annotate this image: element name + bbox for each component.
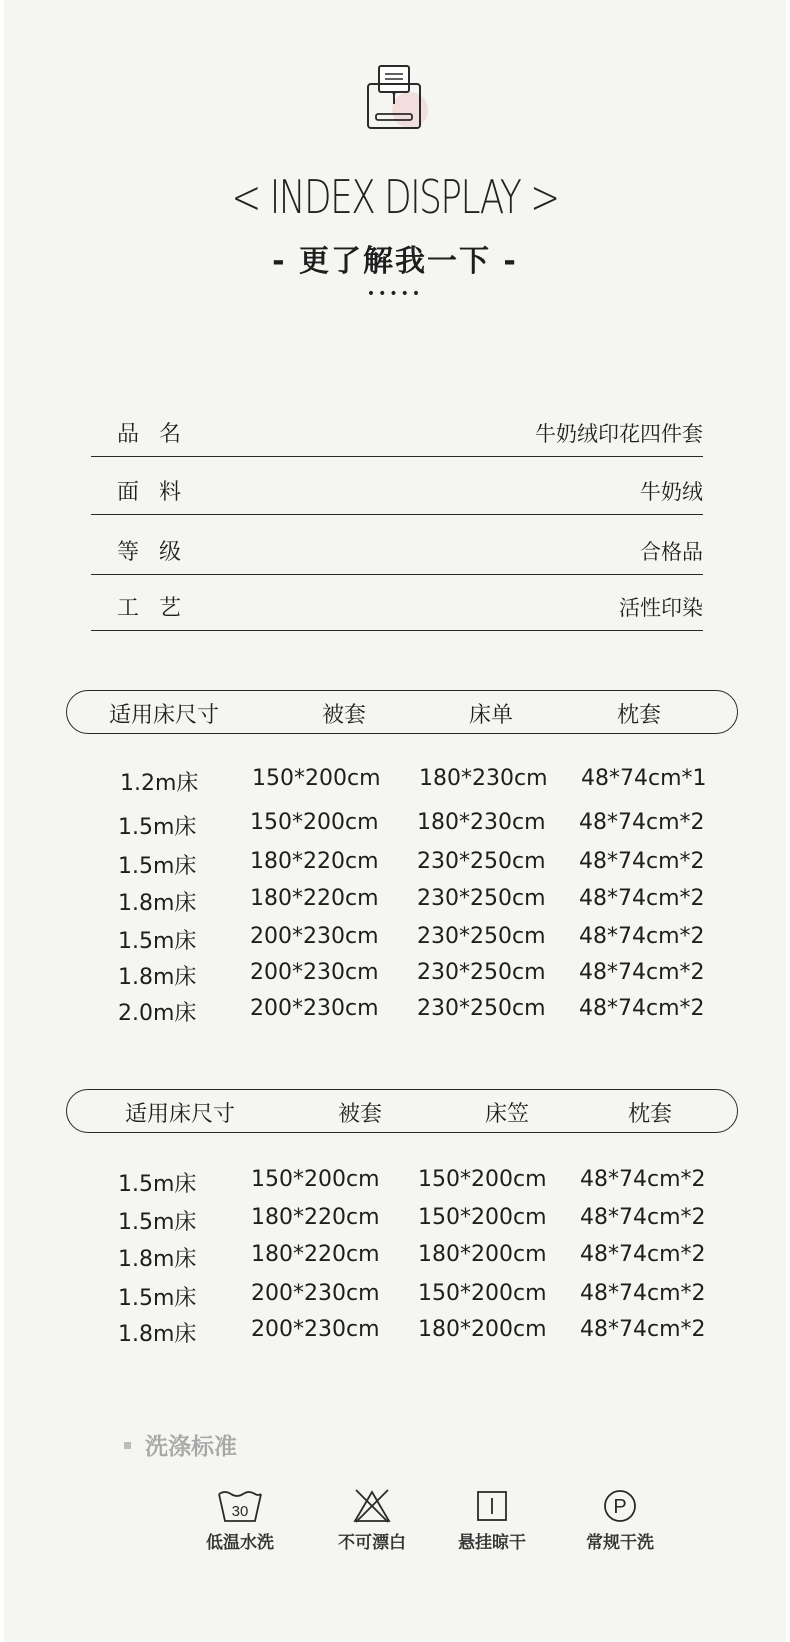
table-row [4,1281,786,1311]
table-cell: 48*74cm*1 [581,766,707,791]
title-english: < INDEX DISPLAY > [231,170,559,224]
table-cell: 230*250cm [417,960,546,985]
column-header: 被套 [338,1102,383,1127]
table-row [4,996,786,1026]
table-cell: 150*200cm [250,810,379,835]
size-table-1-header [66,690,738,734]
care-item-low-temp-wash [180,1488,300,1553]
info-label: 等级 [117,540,202,565]
table-cell: 48*74cm*2 [580,1281,706,1306]
bullet-square-icon [124,1442,131,1449]
column-header: 被套 [322,703,367,728]
table-cell: 200*230cm [250,996,379,1021]
care-item-dry-clean [560,1488,680,1553]
info-value: 牛奶绒 [640,480,703,504]
wash-temp-text: 30 [231,1503,249,1520]
table-cell: 150*200cm [418,1205,547,1230]
table-row [4,1205,786,1235]
table-cell: 200*230cm [250,924,379,949]
table-row [4,960,786,990]
column-header: 床笠 [485,1102,530,1127]
wash-30-icon [217,1488,263,1524]
table-cell: 180*220cm [251,1242,380,1267]
info-row-grade [91,516,703,575]
table-cell: 1.5m床 [118,854,197,879]
size-table-2-header [66,1089,738,1133]
table-cell: 180*230cm [417,810,546,835]
table-cell: 180*220cm [250,849,379,874]
table-cell: 1.2m床 [120,771,199,796]
table-cell: 48*74cm*2 [579,996,705,1021]
table-cell: 1.5m床 [118,929,197,954]
table-cell: 150*200cm [251,1167,380,1192]
table-cell: 200*230cm [251,1317,380,1342]
table-cell: 48*74cm*2 [580,1317,706,1342]
no-bleach-icon [352,1488,392,1524]
table-cell: 48*74cm*2 [580,1167,706,1192]
table-cell: 48*74cm*2 [579,810,705,835]
product-index-page [4,0,786,1642]
table-cell: 230*250cm [417,886,546,911]
table-cell: 150*200cm [418,1167,547,1192]
care-section-title [124,1428,237,1461]
info-value: 牛奶绒印花四件套 [535,422,703,446]
table-row [4,1167,786,1197]
table-cell: 180*200cm [418,1317,547,1342]
care-label: 常规干洗 [586,1533,654,1553]
table-row [4,886,786,916]
table-row [4,1242,786,1272]
care-label: 悬挂晾干 [458,1533,526,1553]
table-cell: 48*74cm*2 [580,1242,706,1267]
table-cell: 230*250cm [417,996,546,1021]
info-value: 活性印染 [619,596,703,620]
care-label: 不可漂白 [338,1533,406,1553]
table-cell: 150*200cm [252,766,381,791]
info-row-name [91,400,703,457]
file-folder-icon [366,64,428,136]
table-cell: 180*220cm [251,1205,380,1230]
table-cell: 230*250cm [417,924,546,949]
table-cell: 150*200cm [418,1281,547,1306]
table-cell: 48*74cm*2 [579,886,705,911]
info-label: 工艺 [117,596,202,621]
hang-dry-icon [474,1488,510,1524]
table-cell: 48*74cm*2 [579,849,705,874]
table-cell: 200*230cm [250,960,379,985]
table-cell: 230*250cm [417,849,546,874]
table-cell: 1.5m床 [118,1210,197,1235]
table-cell: 2.0m床 [118,1001,197,1026]
table-cell: 180*230cm [419,766,548,791]
table-cell: 180*220cm [250,886,379,911]
table-cell: 48*74cm*2 [579,960,705,985]
info-row-craft [91,576,703,631]
column-header: 适用床尺寸 [109,703,220,728]
table-cell: 200*230cm [251,1281,380,1306]
table-cell: 1.8m床 [118,1247,197,1272]
table-cell: 1.8m床 [118,965,197,990]
info-value: 合格品 [640,540,703,564]
table-cell: 1.8m床 [118,891,197,916]
table-cell: 48*74cm*2 [580,1205,706,1230]
info-label: 品名 [117,422,202,447]
table-row [4,849,786,879]
title-chinese: - 更了解我一下 - [272,244,518,279]
care-title-text: 洗涤标准 [145,1434,237,1460]
table-row [4,924,786,954]
column-header: 枕套 [628,1102,673,1127]
column-header: 床单 [469,703,514,728]
dry-clean-icon [602,1488,638,1524]
table-row [4,766,786,796]
care-item-no-bleach [312,1488,432,1553]
table-row [4,810,786,840]
info-label: 面料 [117,480,202,505]
table-cell: 180*200cm [418,1242,547,1267]
care-item-hang-dry [432,1488,552,1553]
dry-clean-letter: P [613,1496,627,1518]
column-header: 枕套 [617,703,662,728]
column-header: 适用床尺寸 [125,1102,236,1127]
decorative-dots: ••••• [366,286,424,302]
table-cell: 1.5m床 [118,1286,197,1311]
table-cell: 48*74cm*2 [579,924,705,949]
table-cell: 1.5m床 [118,815,197,840]
table-cell: 1.5m床 [118,1172,197,1197]
table-row [4,1317,786,1347]
care-label: 低温水洗 [206,1533,274,1553]
table-cell: 1.8m床 [118,1322,197,1347]
info-row-fabric [91,458,703,515]
